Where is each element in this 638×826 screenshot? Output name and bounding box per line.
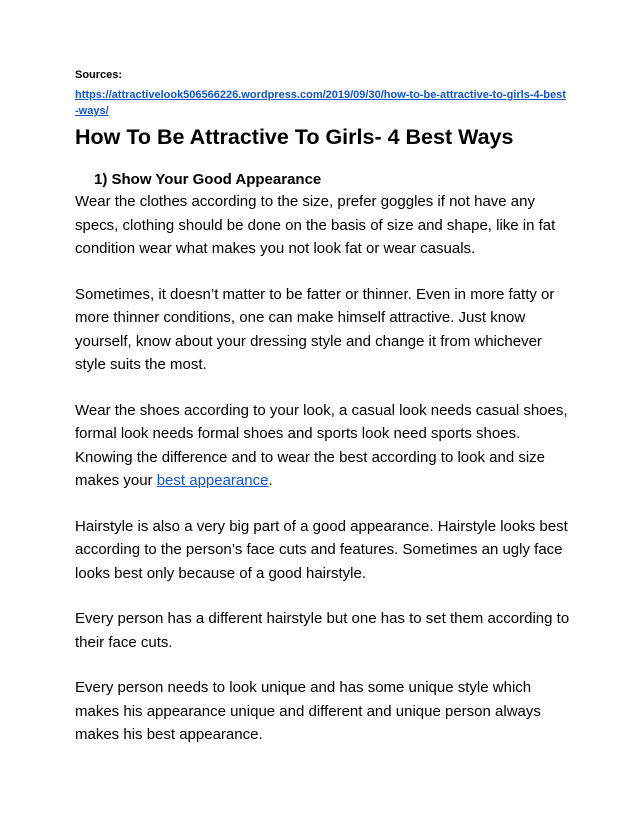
paragraph-spacer	[75, 585, 575, 607]
paragraph-spacer	[75, 377, 575, 399]
paragraph-3	[75, 399, 575, 493]
best-appearance-link[interactable]: best appearance	[156, 472, 269, 489]
paragraph-spacer	[75, 261, 575, 283]
paragraph-2: Sometimes, it doesn’t matter to be fatter or thinner. Even in more fatty or more thinner conditions, one can make himself attractive. Just know yourself, know about your dressing style and change it from whichever style suits the most.	[75, 285, 555, 373]
paragraph-spacer	[75, 654, 575, 676]
paragraph-spacer	[75, 493, 575, 515]
paragraph-1: Wear the clothes according to the size, prefer goggles if not have any specs, clothing should be done on the basis of size and shape, like in fat condition wear what makes you not look fat or wear casuals.	[75, 193, 556, 257]
paragraph-5: Every person has a different hairstyle but one has to set them according to their face cuts.	[75, 610, 570, 651]
page-title: How To Be Attractive To Girls- 4 Best Ways	[75, 125, 514, 149]
paragraph-4: Hairstyle is also a very big part of a good appearance. Hairstyle looks best according to the person’s face cuts and features. Sometimes an ugly face looks best only because of a good hairstyle.	[75, 517, 568, 582]
paragraph-3-text: Wear the shoes according to your look, a casual look needs casual shoes, formal look needs formal shoes and sports look need sports shoes. Knowing the difference and to wear the best according to look and size makes your	[75, 401, 568, 489]
paragraph-6: Every person needs to look unique and has some unique style which makes his appearance unique and different and unique person always makes his best appearance.	[75, 679, 541, 743]
section-heading: 1) Show Your Good Appearance	[94, 171, 322, 188]
sources-label: Sources:	[75, 69, 123, 81]
document-page	[75, 68, 575, 747]
sources-link[interactable]: https://attractivelook506566226.wordpress.com/2019/09/30/how-to-be-attractive-to-girls-4-best-ways/	[75, 89, 566, 117]
paragraph-3-end: .	[268, 472, 273, 489]
